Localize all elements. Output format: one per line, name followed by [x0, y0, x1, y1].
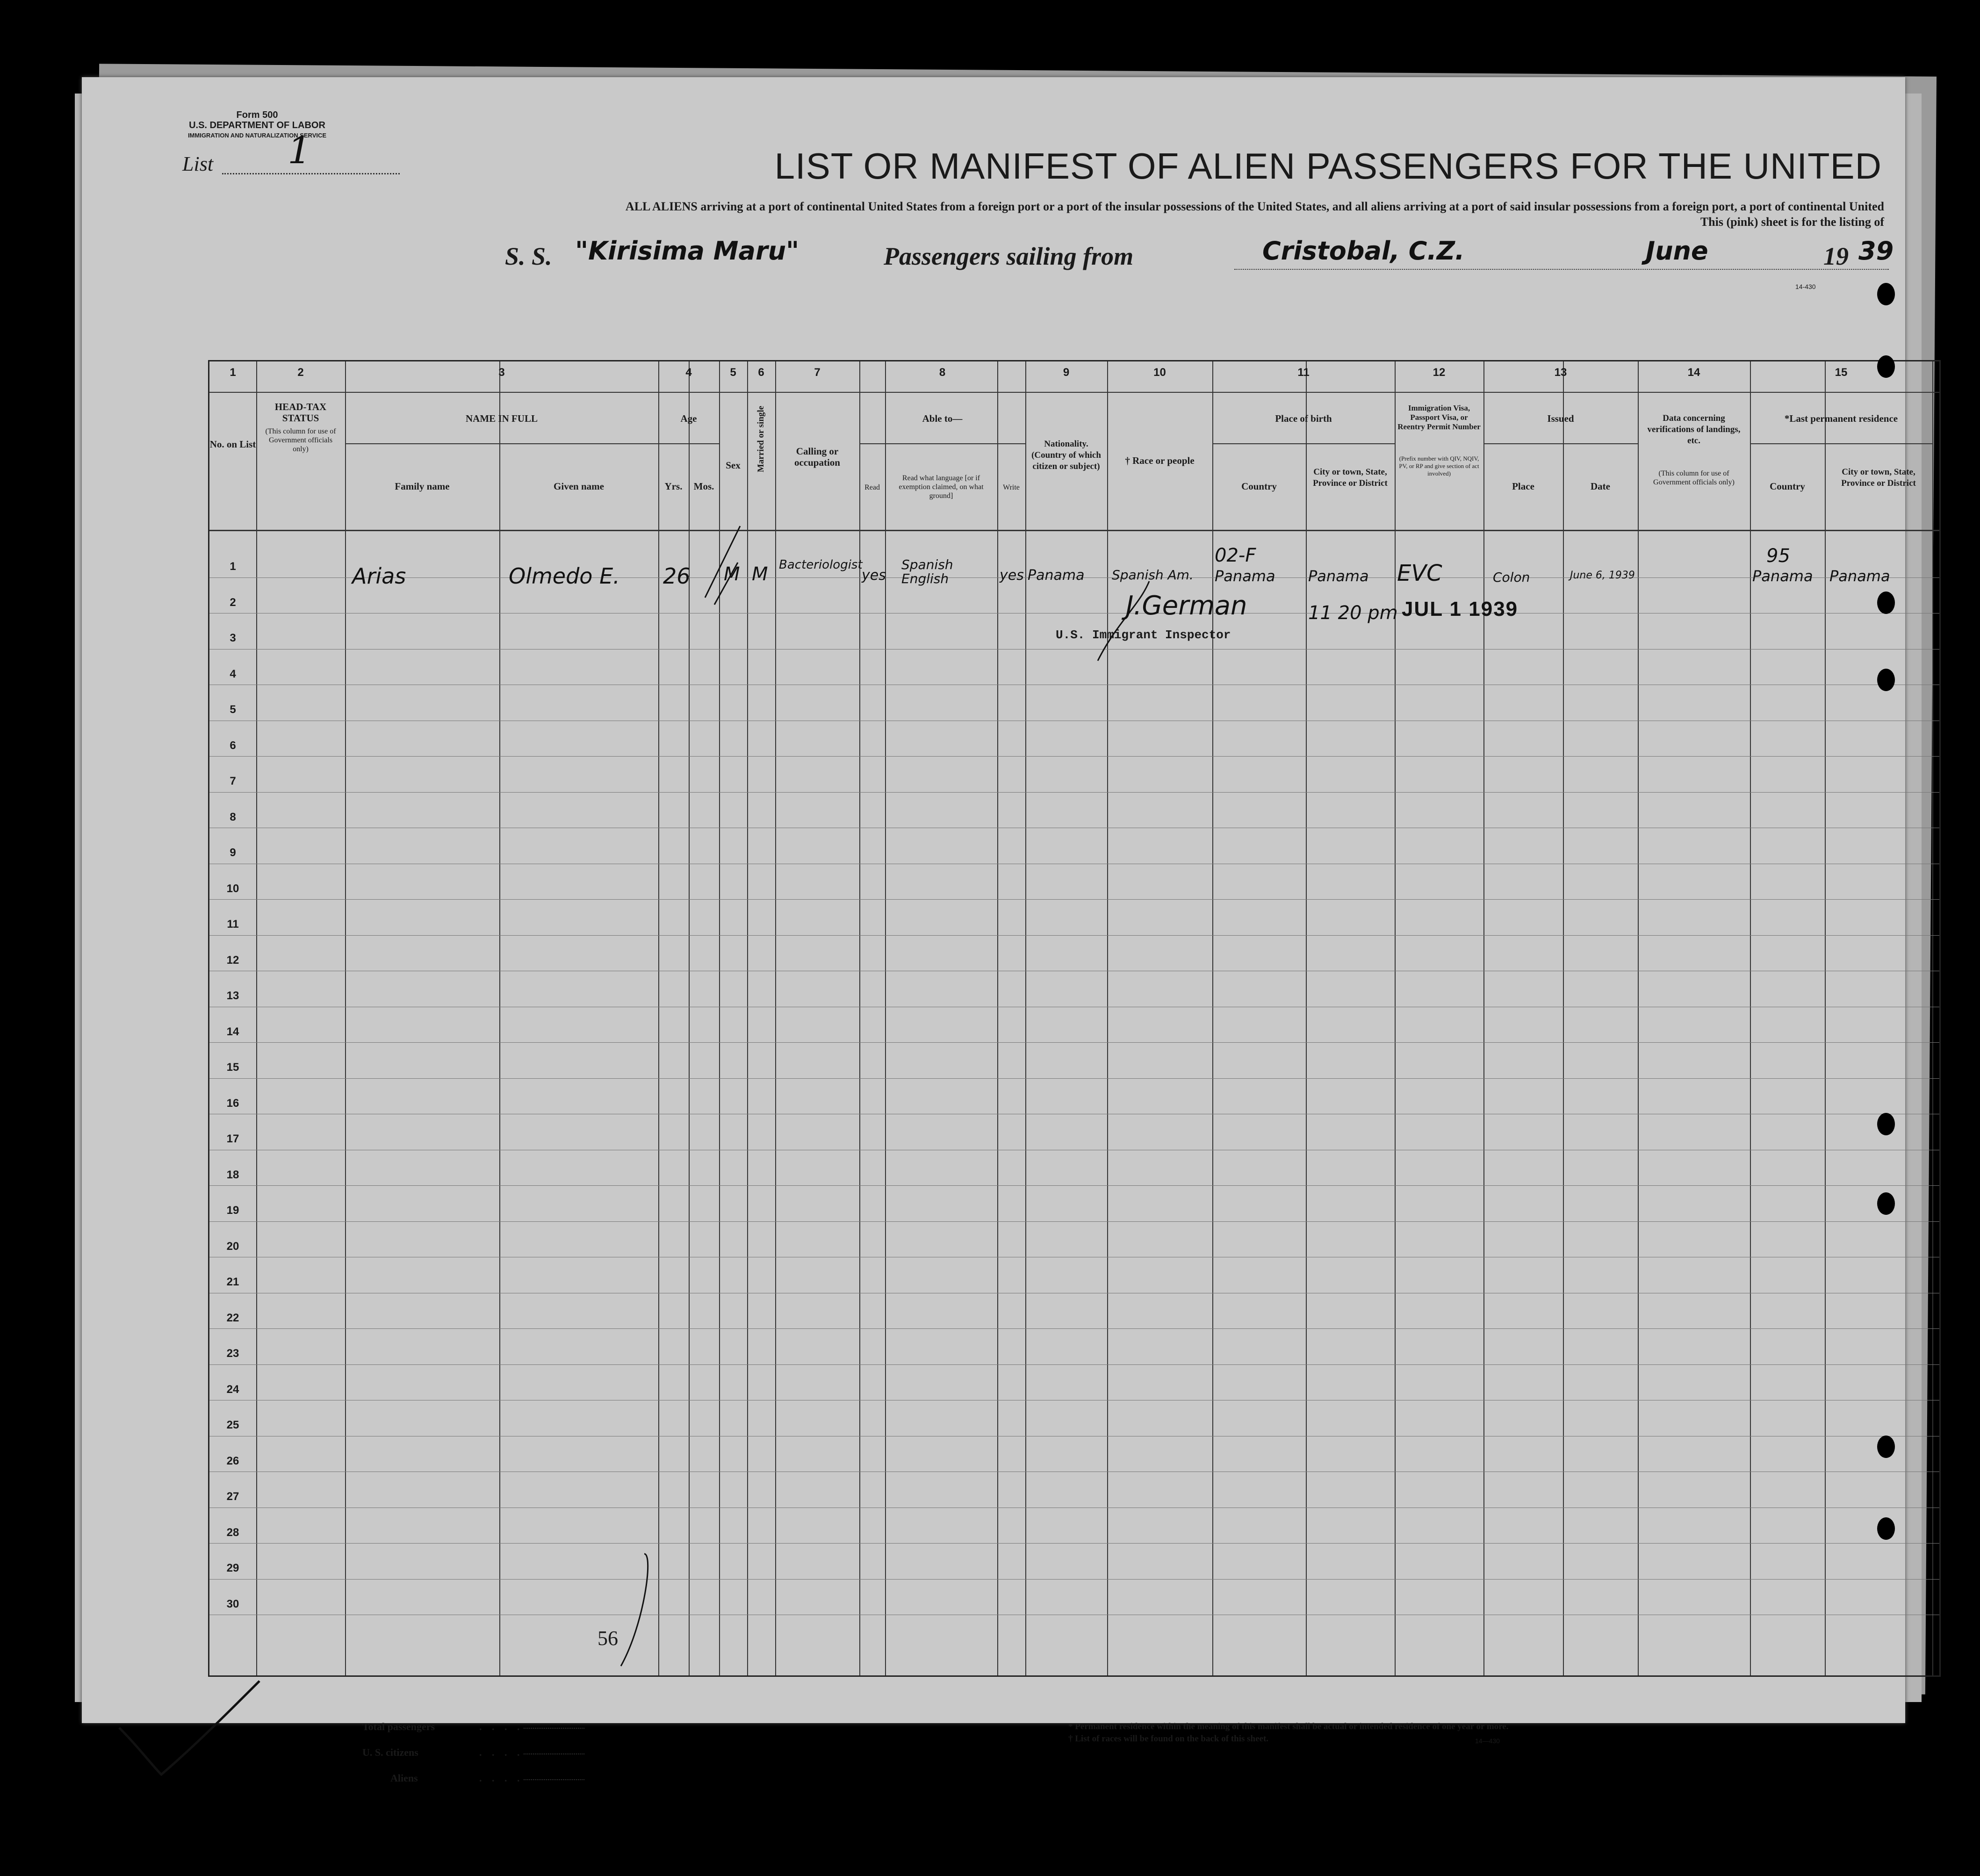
hdr-data-concerning: Data concerning verifications of landings, etc. [1647, 413, 1741, 446]
inspector-signature: J.German [1126, 591, 1247, 621]
hdr-given-name: Given name [554, 481, 604, 492]
colnum-1: 1 [230, 366, 236, 379]
page-title: LIST OR MANIFEST OF ALIEN PASSENGERS FOR THE UNITED [774, 145, 1882, 187]
ship-line [505, 236, 1912, 278]
footer-totals [362, 1714, 549, 1791]
hdr-calling: Calling or occupation [794, 446, 840, 468]
binder-hole [1877, 669, 1895, 691]
colnum-2: 2 [297, 366, 304, 379]
row-number: 9 [230, 846, 236, 859]
sailing-port: Cristobal, C.Z. [1262, 236, 1465, 266]
hdr-married: Married or single [756, 405, 766, 472]
sailing-label: Passengers sailing from [884, 242, 1134, 270]
footer-total-passengers: Total passengers . . . . [362, 1714, 549, 1739]
time-note: 11 20 pm [1308, 602, 1398, 624]
hdr-visa-note: (Prefix number with QIV, NQIV, PV, or RP and give section of act involved) [1399, 455, 1479, 477]
colnum-13: 13 [1554, 366, 1567, 379]
hdr-birth-country: Country [1241, 481, 1277, 492]
row-number: 25 [226, 1419, 239, 1431]
footnote-residence: * Permanent residence within the meaning of this manifest shall be actual or intended residence of one year or more. [1068, 1722, 1509, 1732]
binder-hole [1877, 1192, 1895, 1215]
entry-birth-country: Panama [1215, 567, 1275, 585]
entry-issued-date: June 6, 1939 [1570, 570, 1635, 581]
footnote-races: † List of races will be found on the back of this sheet. [1068, 1734, 1269, 1744]
list-value: 1 [288, 129, 311, 172]
hdr-head-tax: HEAD-TAX STATUS [274, 401, 327, 424]
entry-married: M [752, 563, 768, 585]
form-number: Form 500 [236, 110, 278, 120]
colnum-12: 12 [1433, 366, 1446, 379]
hdr-read-language: Read what language [or if exemption claimed, on what ground] [899, 474, 984, 500]
hdr-data-note: (This column for use of Government officials only) [1653, 469, 1735, 486]
row-number: 22 [226, 1311, 239, 1324]
entry-res-country: Panama [1752, 567, 1813, 585]
row-number: 15 [226, 1061, 239, 1074]
row-number: 27 [226, 1490, 239, 1503]
row-number: 20 [226, 1240, 239, 1253]
row-number: 4 [230, 667, 236, 680]
row-number: 10 [226, 882, 239, 895]
list-label: List [182, 152, 214, 175]
subtitle: ALL ALIENS arriving at a port of continental United States from a foreign port or a port of the insular possessions of the United States, and all aliens arriving at a port of said insular possessions from a foreign port, a port of continental United [625, 200, 1884, 213]
manifest-sheet [82, 77, 1916, 1784]
pen-marks [209, 361, 1939, 1675]
binder-hole [1877, 1113, 1895, 1135]
row-number: 29 [226, 1562, 239, 1574]
row-number: 5 [230, 703, 236, 716]
hdr-age: Age [680, 413, 697, 424]
service: IMMIGRATION AND NATURALIZATION SERVICE [187, 132, 327, 139]
ss-label: S. S. [505, 242, 552, 270]
binder-hole [1877, 1517, 1895, 1540]
row-number: 7 [230, 775, 236, 787]
hdr-name-in-full: NAME IN FULL [465, 413, 538, 424]
hdr-issued-place: Place [1512, 481, 1534, 492]
inspector-stamp: U.S. Immigrant Inspector [1056, 628, 1231, 642]
colnum-11: 11 [1297, 366, 1310, 379]
hdr-nationality: Nationality. (Country of which citizen or subject) [1031, 439, 1101, 471]
hdr-place-of-birth: Place of birth [1275, 413, 1332, 424]
entry-calling: Bacteriologist [779, 558, 863, 572]
hdr-race: † Race or people [1125, 455, 1195, 466]
colnum-6: 6 [758, 366, 764, 379]
hdr-res-city: City or town, State, Province or District [1841, 467, 1916, 488]
entry-age-yrs: 26 [663, 563, 691, 589]
hdr-issued-date: Date [1591, 481, 1610, 492]
entry-race: Spanish Am. [1112, 567, 1194, 583]
footer-us-citizens: U. S. citizens . . . . [362, 1739, 549, 1765]
row-number: 12 [226, 953, 239, 967]
sailing-month: June [1646, 236, 1708, 266]
check-mark [110, 1676, 288, 1789]
entry-code-a: 02-F [1215, 545, 1256, 566]
hdr-sex: Sex [726, 460, 741, 471]
row-number: 14 [226, 1025, 239, 1038]
row-number: 23 [226, 1347, 239, 1360]
row-number: 26 [226, 1454, 239, 1467]
footer-notes [1068, 1721, 1508, 1745]
sheet-code-bottom: 14—430 [1475, 1737, 1500, 1745]
row-number: 6 [230, 739, 236, 752]
row-number: 17 [226, 1133, 239, 1145]
colnum-10: 10 [1153, 366, 1166, 379]
entry-family-name: Arias [352, 563, 406, 589]
manifest-table [208, 360, 1941, 1677]
row-number: 3 [230, 632, 236, 644]
binder-hole [1877, 355, 1895, 378]
date-stamp: JUL 1 1939 [1402, 598, 1519, 621]
hdr-no-on-list: No. on List [209, 439, 256, 450]
row-number: 2 [230, 596, 236, 609]
hdr-yrs: Yrs. [664, 481, 683, 492]
entry-language: Spanish English [901, 557, 953, 586]
entry-issued-place: Colon [1493, 570, 1530, 585]
row-number: 19 [226, 1204, 239, 1217]
entry-nationality: Panama [1028, 567, 1085, 584]
entry-sex: M [724, 563, 740, 585]
list-line [222, 173, 400, 174]
colnum-15: 15 [1835, 366, 1848, 379]
hdr-mos: Mos. [693, 481, 714, 492]
colnum-3: 3 [498, 366, 505, 379]
binder-hole [1877, 592, 1895, 614]
colnum-7: 7 [814, 366, 821, 379]
row-number: 1 [230, 560, 236, 573]
entry-res-city: Panama [1829, 567, 1890, 585]
row-number: 13 [226, 989, 239, 1002]
sheet-code-top: 14-430 [1795, 283, 1816, 290]
hdr-able-to: Able to— [922, 413, 963, 424]
colnum-4: 4 [685, 366, 692, 379]
binder-hole [1877, 1436, 1895, 1458]
row-number: 24 [226, 1383, 239, 1396]
hdr-family-name: Family name [395, 481, 450, 492]
subtitle-pink-sheet: This (pink) sheet is for the listing of [1700, 215, 1884, 229]
year-suffix: 39 [1858, 236, 1894, 266]
colnum-9: 9 [1063, 366, 1070, 379]
row-number: 30 [226, 1597, 239, 1610]
entry-read: yes [862, 567, 886, 584]
page-count: 56 [598, 1627, 618, 1650]
entry-write: yes [1000, 567, 1024, 584]
hdr-issued: Issued [1547, 413, 1574, 424]
row-number: 11 [227, 918, 239, 931]
hdr-write: Write [1003, 483, 1020, 491]
entry-birth-city: Panama [1308, 567, 1369, 585]
ship-name: "Kirisima Maru" [575, 236, 799, 266]
row-number: 28 [226, 1526, 239, 1539]
hdr-birth-city: City or town, State, Province or District [1313, 467, 1388, 488]
department: U.S. DEPARTMENT OF LABOR [189, 120, 325, 130]
colnum-5: 5 [730, 366, 736, 379]
hdr-read: Read [864, 483, 880, 491]
hdr-res-country: Country [1770, 481, 1805, 492]
row-number: 18 [226, 1168, 239, 1181]
row-number: 21 [226, 1276, 239, 1288]
hdr-head-tax-note: (This column for use of Government officials only) [265, 427, 336, 453]
entry-given-name: Olmedo E. [509, 563, 620, 589]
row-number: 8 [230, 810, 236, 823]
entry-visa: EVC [1397, 560, 1442, 586]
colnum-14: 14 [1687, 366, 1700, 379]
hdr-visa: Immigration Visa, Passport Visa, or Reentry Permit Number [1397, 404, 1481, 431]
colnum-8: 8 [939, 366, 946, 379]
entry-code-b: 95 [1766, 545, 1790, 567]
footer-aliens: Aliens . . . . [362, 1765, 549, 1791]
hdr-last-residence: *Last permanent residence [1784, 413, 1898, 424]
row-number: 16 [226, 1097, 239, 1110]
year-prefix: 19 [1823, 242, 1849, 270]
binder-hole [1877, 283, 1895, 305]
